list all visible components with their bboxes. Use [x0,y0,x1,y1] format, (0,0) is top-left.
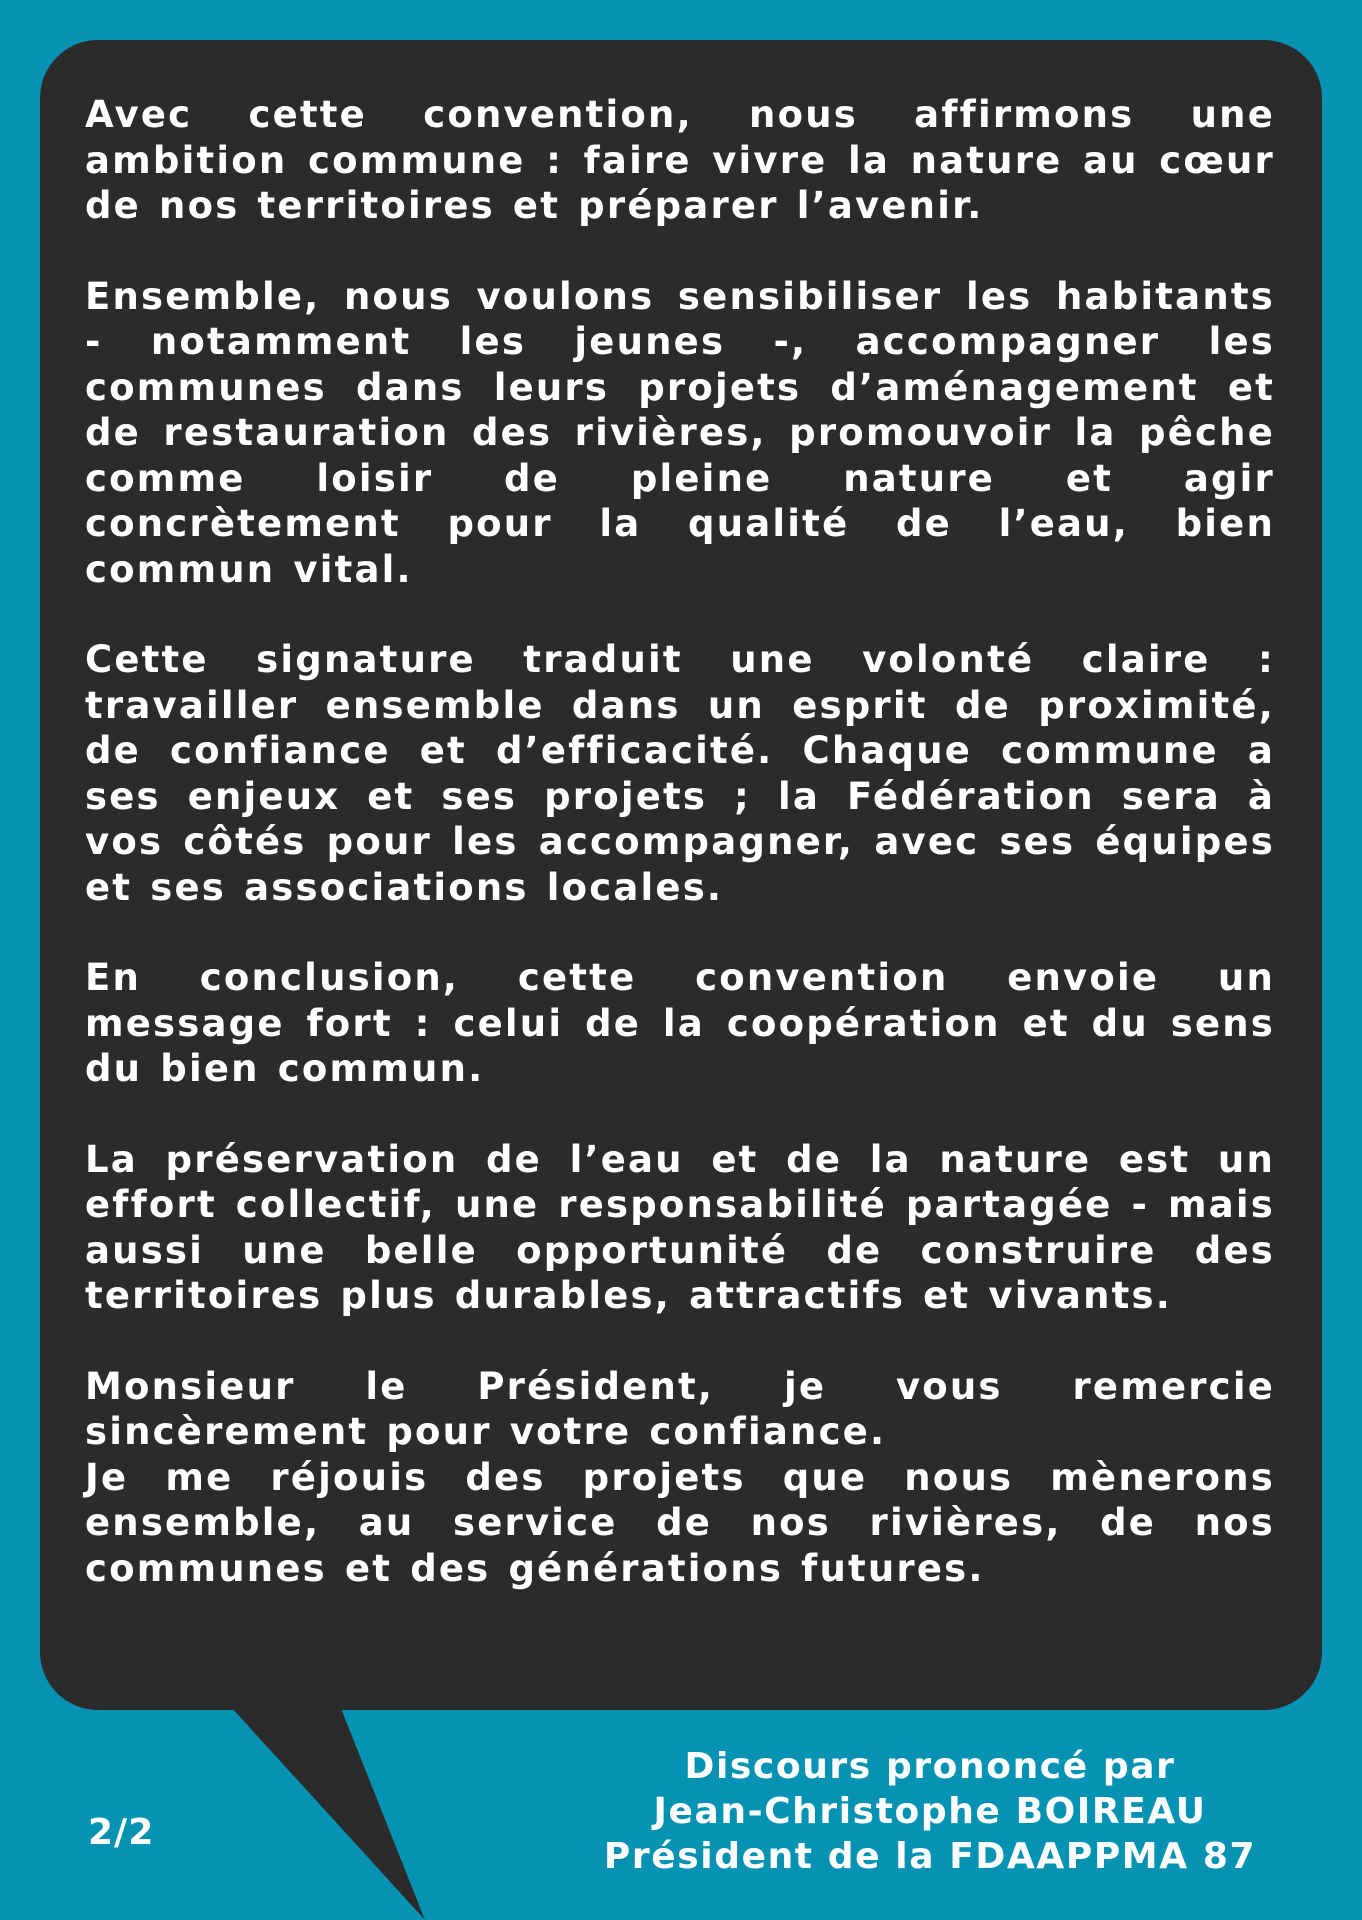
speech-paragraph-7: Je me réjouis des projets que nous mènerons ensemble, au service de nos rivières, de nos communes et des générations futures. [85,1455,1275,1590]
speech-paragraph-5: La préservation de l’eau et de la nature est un effort collectif, une responsabilité partagée - mais aussi une belle opportunité de construire des territoires plus durables, attractifs et vivants. [85,1137,1275,1317]
signature-line-2: Jean-Christophe BOIREAU [653,1791,1207,1832]
speech-text [85,92,1275,1636]
page-number: 2/2 [88,1812,155,1853]
speech-paragraph-6: Monsieur le Président, je vous remercie sincèrement pour votre confiance. [85,1364,1275,1453]
speech-paragraph-1: Avec cette convention, nous affirmons une ambition commune : faire vivre la nature au cœur de nos territoires et préparer l’avenir. [85,93,1275,227]
speech-signature [570,1744,1290,1879]
speech-paragraph-3: Cette signature traduit une volonté claire : travailler ensemble dans un esprit de proximité, de confiance et d’efficacité. Chaque commune a ses enjeux et ses projets ; la Fédération sera à vos côtés pour les accompagner, avec ses équipes et ses associations locales. [85,638,1275,909]
speech-paragraph-4: En conclusion, cette convention envoie un message fort : celui de la coopération et du sens du bien commun. [85,956,1275,1090]
signature-line-1: Discours prononcé par [684,1746,1176,1787]
signature-line-3: Président de la FDAAPPMA 87 [603,1836,1257,1877]
speech-paragraph-2: Ensemble, nous voulons sensibiliser les habitants - notamment les jeunes -, accompagner les communes dans leurs projets d’aménagement et de restauration des rivières, promouvoir la pêche comme loisir de pleine nature et agir concrètement pour la qualité de l’eau, bien commun vital. [85,274,1275,591]
